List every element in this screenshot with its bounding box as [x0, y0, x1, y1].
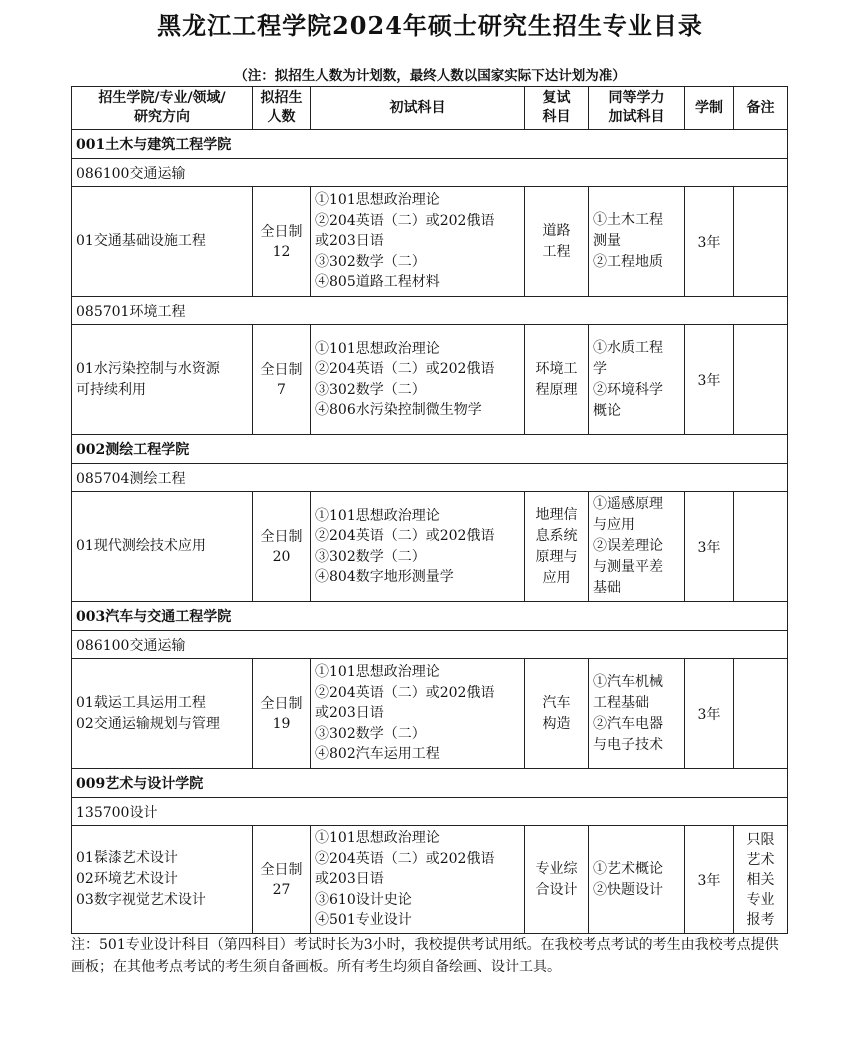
quota-line: 19	[272, 715, 291, 732]
research-direction: 01水污染控制与水资源	[76, 360, 220, 377]
exam-subjects-cell	[311, 659, 525, 769]
retest-subject: 合设计	[535, 881, 578, 898]
retest-subject: 应用	[542, 569, 571, 586]
retest-cell	[525, 659, 589, 769]
college-name: 003汽车与交通工程学院	[72, 602, 788, 631]
quota-line: 12	[272, 243, 291, 260]
extra-subject: ①水质工程	[593, 339, 663, 356]
extra-subject: 学	[593, 360, 607, 377]
note-cell	[734, 187, 788, 297]
extra-subject: ②误差理论	[593, 538, 663, 554]
quota-cell	[253, 492, 311, 602]
program-row	[72, 187, 788, 297]
exam-subject: ②204英语（二）或202俄语	[315, 684, 495, 701]
study-years: 3年	[685, 325, 734, 435]
study-years: 3年	[685, 659, 734, 769]
exam-subject: ③302数学（二）	[315, 381, 426, 398]
retest-subject: 工程	[542, 243, 571, 260]
note-line: 艺术	[746, 851, 775, 868]
extra-subjects-cell	[589, 325, 685, 435]
research-direction: 03数字视觉艺术设计	[76, 892, 206, 908]
research-direction: 可持续利用	[76, 381, 146, 398]
college-row	[72, 769, 788, 798]
research-direction: 01交通基础设施工程	[76, 233, 206, 249]
major-name: 086100交通运输	[72, 159, 788, 187]
exam-subject: ②204英语（二）或202俄语	[315, 528, 495, 544]
exam-subject: ②204英语（二）或202俄语	[315, 361, 495, 377]
retest-subject: 环境工	[535, 360, 578, 377]
footnote: 注：501专业设计科目（第四科目）考试时长为3小时，我校提供考试用纸。在我校考点考试的考生由我校考点提供画板；在其他考点考试的考生须自备画板。所有考生均须自备绘画、设计工具。	[71, 937, 779, 975]
research-direction: 01髹漆艺术设计	[76, 850, 178, 866]
quota-line: 27	[272, 881, 291, 898]
extra-subject: 与测量平差	[593, 559, 663, 575]
retest-subject: 道路	[542, 222, 571, 239]
major-row	[72, 159, 788, 187]
quota-cell	[253, 659, 311, 769]
research-direction-cell	[72, 492, 253, 602]
major-row	[72, 464, 788, 492]
college-row	[72, 130, 788, 159]
research-direction: 02交通运输规划与管理	[76, 715, 220, 732]
retest-subject: 构造	[542, 715, 571, 732]
exam-subject: ①101思想政治理论	[315, 664, 440, 681]
header-subjects: 初试科目	[311, 87, 525, 130]
major-name: 086100交通运输	[72, 631, 788, 659]
exam-subject: ①101思想政治理论	[315, 192, 440, 209]
major-name: 135700设计	[72, 798, 788, 826]
major-name: 085704测绘工程	[72, 464, 788, 492]
exam-subject: ①101思想政治理论	[315, 340, 440, 357]
extra-subject: 工程基础	[593, 694, 649, 711]
study-years: 3年	[685, 826, 734, 934]
page-title: 黑龙江工程学院2024年硕士研究生招生专业目录	[157, 11, 703, 40]
quota-line: 全日制	[260, 223, 303, 240]
research-direction-cell	[72, 826, 253, 934]
note-cell	[734, 492, 788, 602]
exam-subject: ①101思想政治理论	[315, 830, 440, 847]
header-row	[72, 87, 788, 130]
retest-cell	[525, 187, 589, 297]
exam-subject: ④802汽车运用工程	[315, 746, 440, 763]
note-line: 专业	[746, 891, 775, 908]
college-name: 009艺术与设计学院	[72, 769, 788, 798]
retest-cell	[525, 492, 589, 602]
note-cell	[734, 325, 788, 435]
research-direction-cell	[72, 187, 253, 297]
extra-subject: 与电子技术	[593, 736, 663, 753]
retest-subject: 专业综	[535, 860, 578, 877]
extra-subject: ②快题设计	[593, 881, 663, 898]
extra-subject: ②汽车电器	[593, 715, 663, 732]
retest-subject: 汽车	[542, 694, 571, 711]
extra-subjects-cell	[589, 492, 685, 602]
quota-line: 全日制	[260, 361, 303, 378]
note-line: 报考	[746, 911, 775, 928]
major-name: 085701环境工程	[72, 297, 788, 325]
exam-subjects-cell	[311, 492, 525, 602]
extra-subject: ②环境科学	[593, 381, 663, 398]
extra-subject: 概论	[593, 402, 621, 419]
study-years: 3年	[685, 492, 734, 602]
header-quota: 拟招生 人数	[253, 87, 311, 130]
college-row	[72, 435, 788, 464]
extra-subject: 测量	[593, 233, 621, 249]
exam-subject: ②204英语（二）或202俄语	[315, 212, 495, 229]
extra-subject: ①汽车机械	[593, 673, 663, 690]
study-years: 3年	[685, 187, 734, 297]
quota-cell	[253, 325, 311, 435]
exam-subject: ①101思想政治理论	[315, 507, 440, 524]
exam-subjects-cell	[311, 187, 525, 297]
retest-subject: 地理信	[535, 506, 578, 523]
extra-subjects-cell	[589, 659, 685, 769]
retest-subject: 程原理	[535, 381, 578, 398]
college-name: 002测绘工程学院	[72, 435, 788, 464]
quota-cell	[253, 187, 311, 297]
research-direction: 02环境艺术设计	[76, 871, 178, 887]
program-row	[72, 659, 788, 769]
extra-subjects-cell	[589, 826, 685, 934]
program-row	[72, 826, 788, 934]
quota-line: 20	[272, 548, 291, 565]
exam-subject: ③302数学（二）	[315, 548, 426, 565]
research-direction: 01现代测绘技术应用	[76, 538, 206, 554]
quota-line: 全日制	[260, 695, 303, 712]
exam-subject: ④806水污染控制微生物学	[315, 402, 482, 418]
extra-subject: ①土木工程	[593, 212, 663, 228]
header-note: 备注	[734, 87, 788, 130]
extra-subject: 基础	[593, 580, 621, 596]
exam-subject: ③302数学（二）	[315, 725, 426, 742]
extra-subject: 与应用	[593, 517, 635, 533]
header-retest: 复试 科目	[525, 87, 589, 130]
retest-subject: 原理与	[535, 548, 578, 565]
note-cell	[734, 659, 788, 769]
exam-subject: 或203日语	[315, 705, 384, 722]
quota-line: 7	[277, 381, 286, 398]
research-direction-cell	[72, 325, 253, 435]
major-row	[72, 297, 788, 325]
research-direction-cell	[72, 659, 253, 769]
research-direction: 01载运工具运用工程	[76, 694, 206, 711]
program-row	[72, 492, 788, 602]
note-cell	[734, 826, 788, 934]
extra-subject: ①艺术概论	[593, 860, 663, 877]
retest-cell	[525, 826, 589, 934]
exam-subject: ④501专业设计	[315, 912, 412, 929]
extra-subjects-cell	[589, 187, 685, 297]
quota-line: 全日制	[260, 528, 303, 545]
program-row	[72, 325, 788, 435]
exam-subject: 或203日语	[315, 233, 384, 250]
exam-subject: ④804数字地形测量学	[315, 569, 454, 585]
extra-subject: ②工程地质	[593, 254, 663, 270]
exam-subject: ③302数学（二）	[315, 253, 426, 270]
exam-subject: 或203日语	[315, 871, 384, 888]
header-direction: 招生学院/专业/领域/ 研究方向	[72, 87, 253, 130]
extra-subject: ①遥感原理	[593, 496, 663, 512]
header-years: 学制	[685, 87, 734, 130]
note-line: 只限	[746, 831, 775, 848]
retest-subject: 息系统	[535, 527, 578, 544]
exam-subject: ④805道路工程材料	[315, 274, 440, 291]
page-subtitle: （注：拟招生人数为计划数，最终人数以国家实际下达计划为准）	[234, 68, 626, 84]
major-row	[72, 631, 788, 659]
exam-subjects-cell	[311, 325, 525, 435]
retest-cell	[525, 325, 589, 435]
quota-cell	[253, 826, 311, 934]
college-row	[72, 602, 788, 631]
major-row	[72, 798, 788, 826]
college-name: 001土木与建筑工程学院	[72, 130, 788, 159]
exam-subjects-cell	[311, 826, 525, 934]
note-line: 相关	[746, 871, 775, 888]
header-extra: 同等学力 加试科目	[589, 87, 685, 130]
exam-subject: ③610设计史论	[315, 891, 412, 908]
catalog-table	[71, 86, 788, 934]
quota-line: 全日制	[260, 861, 303, 878]
exam-subject: ②204英语（二）或202俄语	[315, 850, 495, 867]
